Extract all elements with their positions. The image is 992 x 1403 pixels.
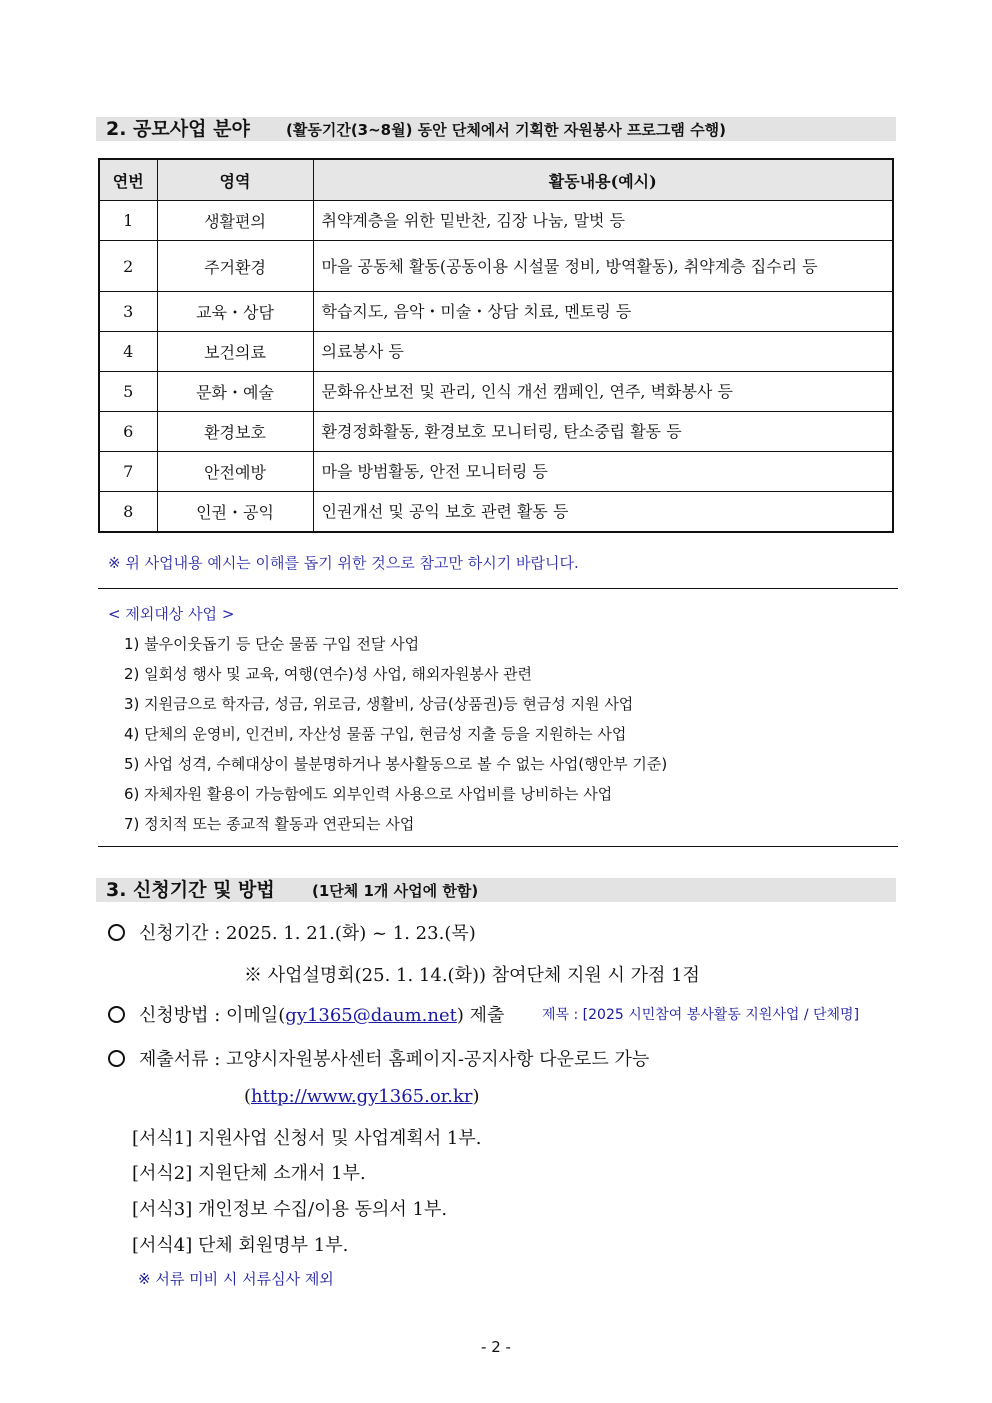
form-item: [서식4] 단체 회원명부 1부. bbox=[132, 1235, 349, 1256]
url-close-paren: ) bbox=[472, 1086, 480, 1107]
row-content: 문화유산보전 및 관리, 인식 개선 캠페인, 연주, 벽화봉사 등 bbox=[313, 372, 893, 412]
section-2-header bbox=[96, 117, 896, 141]
row-area: 환경보호 bbox=[157, 412, 313, 452]
table-row bbox=[99, 492, 893, 533]
row-content: 마을 공동체 활동(공동이용 시설물 정비, 방역활동), 취약계층 집수리 등 bbox=[313, 241, 893, 292]
exclusion-item: 2) 일회성 행사 및 교육, 여행(연수)성 사업, 해외자원봉사 관련 bbox=[124, 665, 533, 683]
row-no: 4 bbox=[99, 332, 157, 372]
form-item: [서식3] 개인정보 수집/이용 동의서 1부. bbox=[132, 1199, 448, 1220]
row-content: 학습지도, 음악・미술・상담 치료, 멘토링 등 bbox=[313, 292, 893, 332]
docs-note: ※ 서류 미비 시 서류심사 제외 bbox=[138, 1270, 334, 1288]
section-2-subtitle: (활동기간(3~8월) 동안 단체에서 기획한 자원봉사 프로그램 수행) bbox=[286, 121, 726, 139]
form-item: [서식1] 지원사업 신청서 및 사업계획서 1부. bbox=[132, 1128, 482, 1149]
apply-period bbox=[108, 919, 476, 945]
divider-top bbox=[98, 588, 898, 589]
table-row bbox=[99, 332, 893, 372]
row-no: 1 bbox=[99, 201, 157, 241]
row-area: 교육・상담 bbox=[157, 292, 313, 332]
header-area: 영역 bbox=[157, 159, 313, 201]
row-content: 취약계층을 위한 밑반찬, 김장 나눔, 말벗 등 bbox=[313, 201, 893, 241]
row-content: 의료봉사 등 bbox=[313, 332, 893, 372]
header-content: 활동내용(예시) bbox=[313, 159, 893, 201]
circle-bullet-icon bbox=[108, 924, 125, 941]
apply-period-note: ※ 사업설명회(25. 1. 14.(화)) 참여단체 지원 시 가점 1점 bbox=[244, 965, 700, 986]
section-3-subtitle: (1단체 1개 사업에 한함) bbox=[312, 882, 479, 900]
homepage-link[interactable]: http://www.gy1365.or.kr bbox=[251, 1086, 473, 1107]
row-no: 3 bbox=[99, 292, 157, 332]
activity-table bbox=[98, 158, 894, 533]
table-row bbox=[99, 452, 893, 492]
row-area: 보건의료 bbox=[157, 332, 313, 372]
table-header-row bbox=[99, 159, 893, 201]
row-area: 주거환경 bbox=[157, 241, 313, 292]
exclusion-item: 3) 지원금으로 학자금, 성금, 위로금, 생활비, 상금(상품권)등 현금성 지원 사업 bbox=[124, 695, 634, 713]
apply-period-text: 신청기간 : 2025. 1. 21.(화) ~ 1. 23.(목) bbox=[139, 923, 476, 944]
table-row bbox=[99, 372, 893, 412]
exclusion-item: 6) 자체자원 활용이 가능함에도 외부인력 사용으로 사업비를 낭비하는 사업 bbox=[124, 785, 613, 803]
url-open-paren: ( bbox=[244, 1086, 252, 1107]
row-no: 6 bbox=[99, 412, 157, 452]
row-area: 생활편의 bbox=[157, 201, 313, 241]
row-no: 2 bbox=[99, 241, 157, 292]
divider-bottom bbox=[98, 846, 898, 847]
circle-bullet-icon bbox=[108, 1006, 125, 1023]
circle-bullet-icon bbox=[108, 1050, 125, 1067]
table-note: ※ 위 사업내용 예시는 이해를 돕기 위한 것으로 참고만 하시기 바랍니다. bbox=[108, 554, 579, 572]
row-no: 7 bbox=[99, 452, 157, 492]
table-row bbox=[99, 241, 893, 292]
apply-method-suffix: ) 제출 bbox=[456, 1005, 505, 1026]
table-row bbox=[99, 412, 893, 452]
apply-method bbox=[108, 1001, 504, 1027]
section-3-header bbox=[96, 878, 896, 902]
apply-method-subject: 제목 : [2025 시민참여 봉사활동 지원사업 / 단체명] bbox=[542, 1007, 860, 1023]
apply-docs-url-line bbox=[244, 1086, 480, 1107]
exclusion-item: 1) 불우이웃돕기 등 단순 물품 구입 전달 사업 bbox=[124, 635, 420, 653]
header-no: 연번 bbox=[99, 159, 157, 201]
exclusions-title: < 제외대상 사업 > bbox=[108, 605, 235, 623]
table-row bbox=[99, 201, 893, 241]
table-row bbox=[99, 292, 893, 332]
section-3-title: 3. 신청기간 및 방법 bbox=[106, 879, 275, 901]
exclusion-item: 7) 정치적 또는 종교적 활동과 연관되는 사업 bbox=[124, 815, 415, 833]
row-content: 인권개선 및 공익 보호 관련 활동 등 bbox=[313, 492, 893, 533]
page-number: - 2 - bbox=[481, 1338, 511, 1356]
row-no: 8 bbox=[99, 492, 157, 533]
row-area: 인권・공익 bbox=[157, 492, 313, 533]
row-content: 환경정화활동, 환경보호 모니터링, 탄소중립 활동 등 bbox=[313, 412, 893, 452]
apply-docs-text: 제출서류 : 고양시자원봉사센터 홈페이지-공지사항 다운로드 가능 bbox=[139, 1049, 650, 1070]
apply-method-prefix: 신청방법 : 이메일( bbox=[139, 1005, 286, 1026]
apply-docs bbox=[108, 1045, 649, 1071]
row-content: 마을 방범활동, 안전 모니터링 등 bbox=[313, 452, 893, 492]
exclusion-item: 4) 단체의 운영비, 인건비, 자산성 물품 구입, 현금성 지출 등을 지원하는 사업 bbox=[124, 725, 627, 743]
form-item: [서식2] 지원단체 소개서 1부. bbox=[132, 1163, 366, 1184]
row-area: 안전예방 bbox=[157, 452, 313, 492]
exclusion-item: 5) 사업 성격, 수혜대상이 불분명하거나 봉사활동으로 볼 수 없는 사업(행안부 기준) bbox=[124, 755, 668, 773]
row-no: 5 bbox=[99, 372, 157, 412]
row-area: 문화・예술 bbox=[157, 372, 313, 412]
section-2-title: 2. 공모사업 분야 bbox=[106, 118, 250, 140]
email-link[interactable]: gy1365@daum.net bbox=[285, 1005, 457, 1026]
